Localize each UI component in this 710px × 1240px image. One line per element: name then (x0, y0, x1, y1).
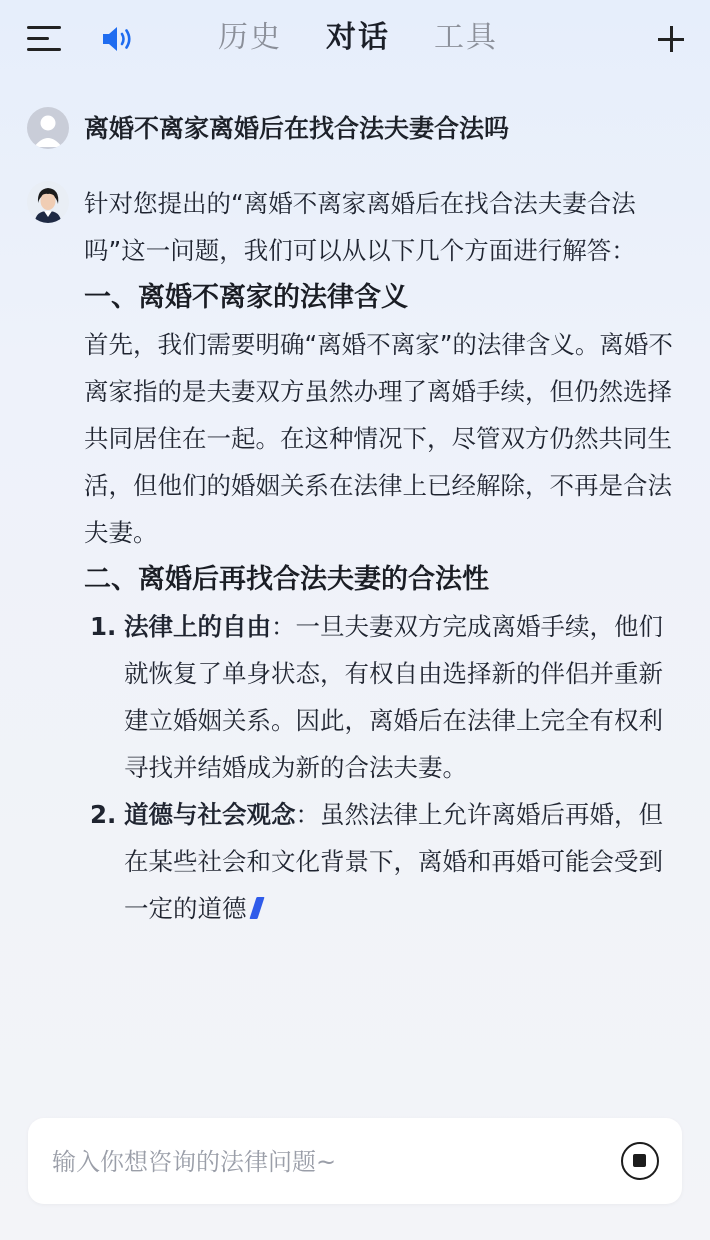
section-body: 首先，我们需要明确“离婚不离家”的法律含义。离婚不离家指的是夫妻双方虽然办理了离婚手续，但仍然选择共同居住在一起。在这种情况下，尽管双方仍然共同生活，但他们的婚姻关系在法律上已经解除，不再是合法夫妻。 (84, 330, 673, 547)
question-input[interactable] (50, 1136, 594, 1188)
input-bar (28, 1118, 682, 1204)
tab-bar (218, 14, 498, 62)
tab-chat[interactable]: 对话 (326, 20, 390, 55)
list-item-title: 法律上的自由 (124, 612, 271, 641)
list-item-title: 道德与社会观念 (124, 800, 296, 829)
list-item-text: ：一旦夫妻双方完成离婚手续，他们就恢复了单身状态，有权自由选择新的伴侣并重新建立婚姻关系。因此，离婚后在法律上完全有权利寻找并结婚成为新的合法夫妻。 (124, 612, 663, 782)
list-item-text: ：虽然法律上允许离婚后再婚，但在某些社会和文化背景下，离婚和再婚可能会受到一定的道德 (124, 800, 663, 923)
section-heading: 二、离婚后再找合法夫妻的合法性 (84, 564, 489, 595)
tab-tools[interactable]: 工具 (434, 20, 498, 55)
section-heading: 一、离婚不离家的法律含义 (84, 282, 408, 313)
tab-history[interactable]: 历史 (218, 20, 282, 55)
list-item (84, 791, 684, 932)
top-bar (0, 0, 710, 76)
list-item (84, 603, 684, 791)
streaming-cursor (249, 897, 264, 919)
assistant-answer (84, 180, 684, 932)
list-item-number: 2. (90, 800, 117, 829)
speaker-icon[interactable] (100, 22, 136, 56)
answer-intro: 针对您提出的“离婚不离家离婚后在找合法夫妻合法吗”这一问题，我们可以从以下几个方面进行解答： (84, 189, 636, 265)
plus-icon[interactable] (656, 24, 686, 54)
stop-icon[interactable] (621, 1142, 659, 1180)
user-message: 离婚不离家离婚后在找合法夫妻合法吗 (84, 114, 510, 143)
user-avatar (27, 107, 69, 149)
answer-list (84, 603, 684, 932)
assistant-avatar (27, 181, 69, 223)
menu-icon[interactable] (27, 24, 61, 54)
list-item-number: 1. (90, 612, 117, 641)
